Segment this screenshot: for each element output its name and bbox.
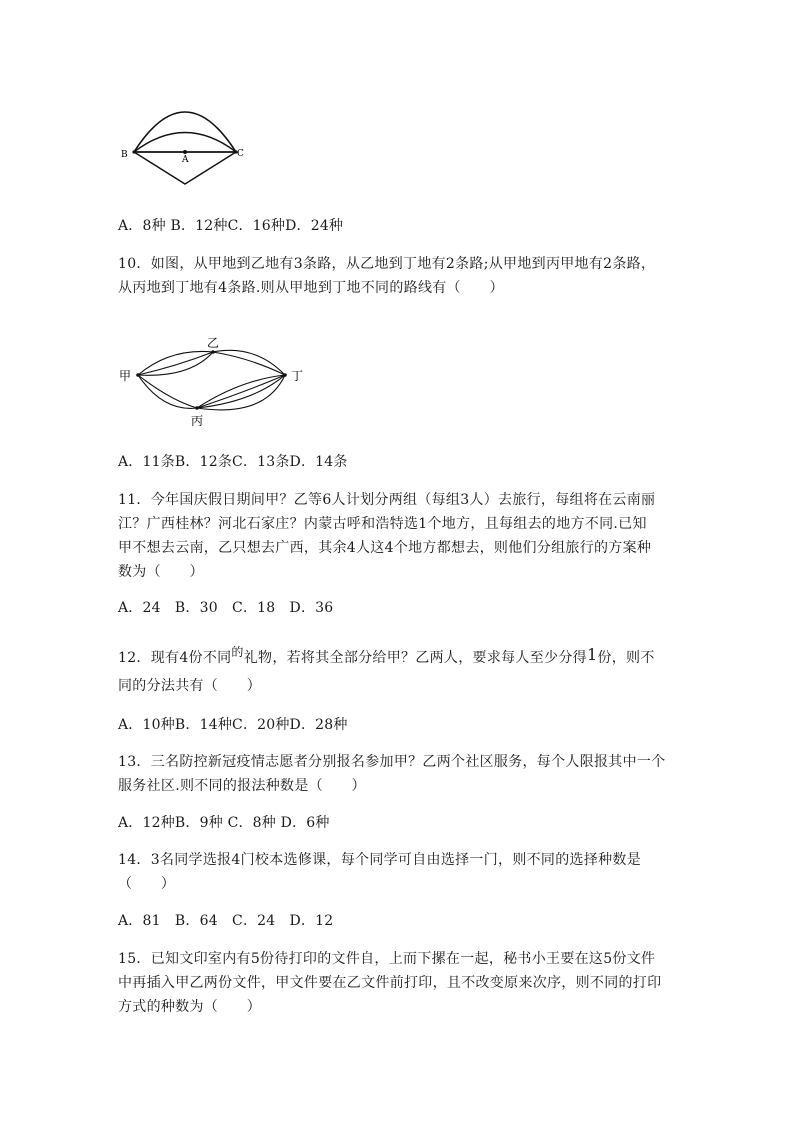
- q15-line2: 中再插入甲乙两份文件，甲文件要在乙文件前打印，且不改变原来次序，则不同的打印: [118, 975, 662, 991]
- q12-line1-part-b: 礼物，若将其全部分给甲？乙两人，要求每人至少分得: [243, 650, 587, 666]
- figure-q10-routes: [115, 330, 310, 430]
- q10-line1: 10．如图，从甲地到乙地有3条路，从乙地到丁地有2条路;从甲地到丙甲地有2条路，: [118, 256, 656, 272]
- q11-line3: 甲不想去云南，乙只想去广西，其余4人这4个地方都想去，则他们分组旅行的方案种: [118, 540, 652, 556]
- q14-options: A．81 B．64 C．24 D．12: [118, 913, 334, 929]
- node-jia-label: 甲: [119, 369, 132, 383]
- node-bing-label: 丙: [191, 414, 204, 428]
- q10-line2: 从丙地到丁地有4条路.则从甲地到丁地不同的路线有（ ）: [118, 280, 504, 296]
- q12-line1: [118, 645, 655, 670]
- figure-q9-paths: [115, 105, 255, 190]
- q13-line1: 13．三名防控新冠疫情志愿者分别报名参加甲？乙两个社区服务，每个人限报其中一个: [118, 754, 666, 770]
- q12-line1-raised-char: 的: [231, 645, 244, 659]
- q14-line1: 14．3名同学选报4门校本选修课，每个同学可自由选择一门，则不同的选择种数是: [118, 852, 642, 868]
- q13-options: A．12种B．9种 C．8种 D．6种: [118, 815, 330, 831]
- q10-options: A．11条B．12条C．13条D．14条: [118, 454, 348, 470]
- q11-line4: 数为（ ）: [118, 564, 204, 580]
- q12-line1-part-c: 份，则不: [597, 650, 655, 666]
- q11-line2: 江？广西桂林？河北石家庄？内蒙古呼和浩特选1个地方，且每组去的地方不同.已知: [118, 516, 647, 532]
- point-a-label: A: [182, 155, 189, 165]
- q12-line2: 同的分法共有（ ）: [118, 678, 261, 694]
- q12-line1-number: 1: [586, 645, 598, 664]
- q15-line1: 15．已知文印室内有5份待打印的文件自，上而下摞在一起，秘书小王要在这5份文件: [118, 951, 656, 967]
- q12-line1-part-a: 12．现有4份不同: [118, 650, 232, 666]
- point-b-label: B: [121, 150, 128, 160]
- q15-line3: 方式的种数为（ ）: [118, 999, 261, 1015]
- point-c-label: C: [237, 149, 244, 159]
- q11-options: A．24 B．30 C．18 D．36: [118, 600, 334, 616]
- q13-line2: 服务社区.则不同的报法种数是（ ）: [118, 778, 366, 794]
- node-ding-label: 丁: [291, 369, 304, 383]
- q9-options: A．8种 B．12种C．16种D．24种: [118, 218, 344, 234]
- q14-line2: （ ）: [118, 876, 176, 892]
- q12-options: A．10种B．14种C．20种D．28种: [118, 717, 348, 733]
- node-yi-label: 乙: [207, 336, 220, 350]
- q11-line1: 11．今年国庆假日期间甲？乙等6人计划分两组（每组3人）去旅行，每组将在云南丽: [118, 492, 656, 508]
